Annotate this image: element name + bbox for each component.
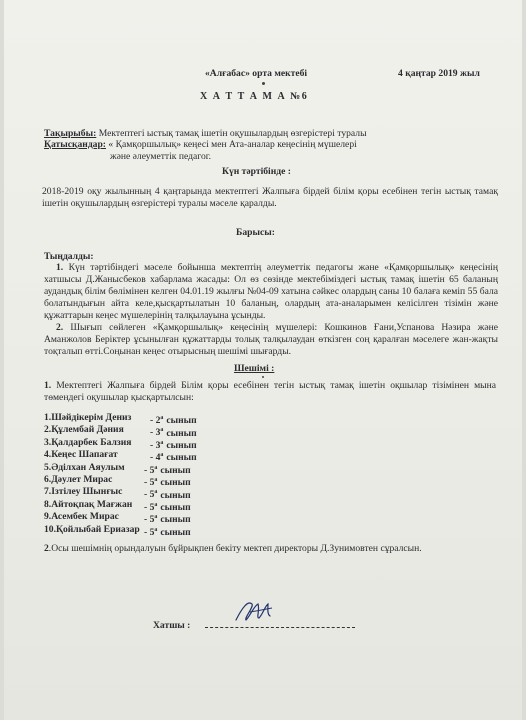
document-title: Х А Т Т А М А №6 [200,91,309,102]
student-number: 4. [44,449,52,461]
student-row [44,474,191,489]
student-name: Ізтілеу Шынғыс [51,486,123,498]
student-grade [144,524,191,539]
grade-suffix: сынып [166,452,197,464]
student-name: Қойлыбай Ериазар [56,523,140,535]
topic-label: Тақырыбы: [44,128,97,139]
grade-number: - 5 [144,489,155,501]
grade-suffix: сынып [166,439,197,451]
student-number: 9. [44,511,52,523]
grade-letter: а [154,464,158,471]
grade-letter: а [154,526,158,533]
decision-1-number: 1. [44,380,52,391]
grade-letter: а [154,501,158,508]
student-name: Қалдарбек Балзия [51,436,132,448]
paragraph-2-text: Шығып сөйлеген «Қамқоршылық» кеңесінің мүшелері: Кошкинов Ғани,Успанова Нәзира және Аманжолов Берiктер ұсынылған құжаттарды толық талқылаудан өткізген соң қаралған мәселеге жан-жақты тоқталып өтті.Соңынан кеңес отырысның шешімі шығарды. [44,322,498,357]
topic-text: Мектептегі ыстық тамақ ішетін оқушылардың өзгерістері туралы [98,128,367,139]
grade-suffix: сынып [166,427,197,439]
decision-1 [44,380,496,404]
student-name: Әділхан Аяулым [51,461,125,473]
grade-number: - 4 [150,452,161,464]
student-row [44,486,191,501]
grade-letter: а [160,415,164,421]
decision-heading: Шешімі : [234,363,275,374]
document-page [4,0,522,720]
grade-letter: а [154,514,158,521]
progress-heading: Барысы: [236,227,275,238]
grade-letter: а [160,439,164,446]
student-row [44,511,191,526]
listened-label: Тыңдалды: [44,251,94,262]
signature-line [205,627,355,628]
ink-dot [262,376,264,378]
grade-number: - 5 [144,526,155,538]
decision-2-number: 2 [44,543,49,554]
student-name: Асембек Мирас [51,511,119,523]
grade-suffix: сынып [160,489,191,501]
grade-number: - 3 [150,439,161,451]
student-number: 2. [44,424,52,436]
grade-suffix: сынып [166,415,197,427]
agenda-heading: Күн тәртібінде : [222,166,291,177]
student-number: 10. [44,523,56,535]
decision-2 [44,543,422,555]
school-name: «Алғабас» орта мектебі [205,68,308,79]
grade-number: - 5 [144,477,155,489]
student-row [44,498,191,513]
grade-suffix: сынып [160,514,191,526]
student-number: 1. [44,412,52,423]
grade-letter: а [160,452,164,459]
grade-number: - 2 [150,415,161,427]
student-name: Шәйдікерім Дениз [51,412,132,423]
grade-number: - 5 [144,514,155,526]
participants-line [44,139,357,151]
paragraph-2 [44,322,498,358]
paragraph-1-text: Күн тәртібіндегі мәселе бойынша мектептің әлеуметтік педагогы және «Қамқоршылық» кеңесінің хатшысы Д.Жанысбеков хабарлама жасады: Ол өз сөзінде мектебіміздегі ыстық тамақ ішетін 65 баланың аудандық білім бөлімінен келген 04.01.19 жылғы №04-09 хатына сәйкес олардың саны 10 балаға кеміп 55 бала болатындығын айта келе,қысқартылатын 10 баланың, олардың ата-аналарымен келісілген тізімін және құжаттарын кеңес мүшелерінің талқылауына ұсынды. [44,262,499,321]
participants-text-2: және әлеуметтік педагог. [110,151,212,162]
student-row [44,523,191,538]
grade-letter: а [154,489,158,496]
student-number: 3. [44,436,52,448]
grade-number: - 5 [144,464,155,476]
paragraph-2-number: 2. [56,322,64,333]
student-row [44,461,191,476]
secretary-label: Хатшы : [153,620,191,631]
grade-letter: а [160,427,164,434]
student-row [44,424,197,439]
participants-label: Қатысқандар: [44,139,106,150]
student-row [44,412,197,427]
participants-text-1: « Қамқоршылық» кеңесі мен Ата-аналар кеңесінің мүшелері [108,139,357,150]
decision-2-text: .Осы шешімнің орындалуын бұйрықпен бекіту мектеп директоры Д.Зунимовтен сұралсын. [48,543,422,554]
student-name: Дәулет Мирас [51,474,113,485]
grade-suffix: сынып [160,477,191,489]
paragraph-1-number: 1. [56,262,64,273]
paragraph-1 [44,262,498,322]
student-number: 6. [44,474,52,485]
student-name: Айтоқпақ Мағжан [51,498,133,510]
ink-dot [262,82,265,85]
agenda-text: 2018-2019 оқу жылынның 4 қаңтарында мектептегі Жалпыға бірдей білім қоры есебінен тегін ыстық тамақ ішетін оқушылардың өзгерістері туралы мәселе қаралды. [42,186,498,209]
student-name: Құлембай Дәния [51,424,124,436]
grade-number: - 3 [150,427,161,439]
grade-suffix: сынып [160,526,191,538]
student-row [44,449,197,464]
signature-image [232,598,276,624]
grade-suffix: сынып [160,464,191,476]
grade-number: - 5 [144,501,155,513]
student-name: Кеңес Шапағат [51,449,118,461]
document-date: 4 қаңтар 2019 жыл [398,68,480,79]
student-row [44,436,197,451]
student-number: 8. [44,498,52,510]
student-number: 5. [44,461,52,473]
decision-1-text: Мектептегі Жалпыға бірдей Білім қоры есебінен тегін ыстық тамақ ішетін оқшылар тізімінен мына төмендегі оқушылар қысқартылсын: [44,380,496,403]
student-number: 7. [44,486,52,498]
grade-letter: а [154,477,158,483]
grade-suffix: сынып [160,501,191,513]
